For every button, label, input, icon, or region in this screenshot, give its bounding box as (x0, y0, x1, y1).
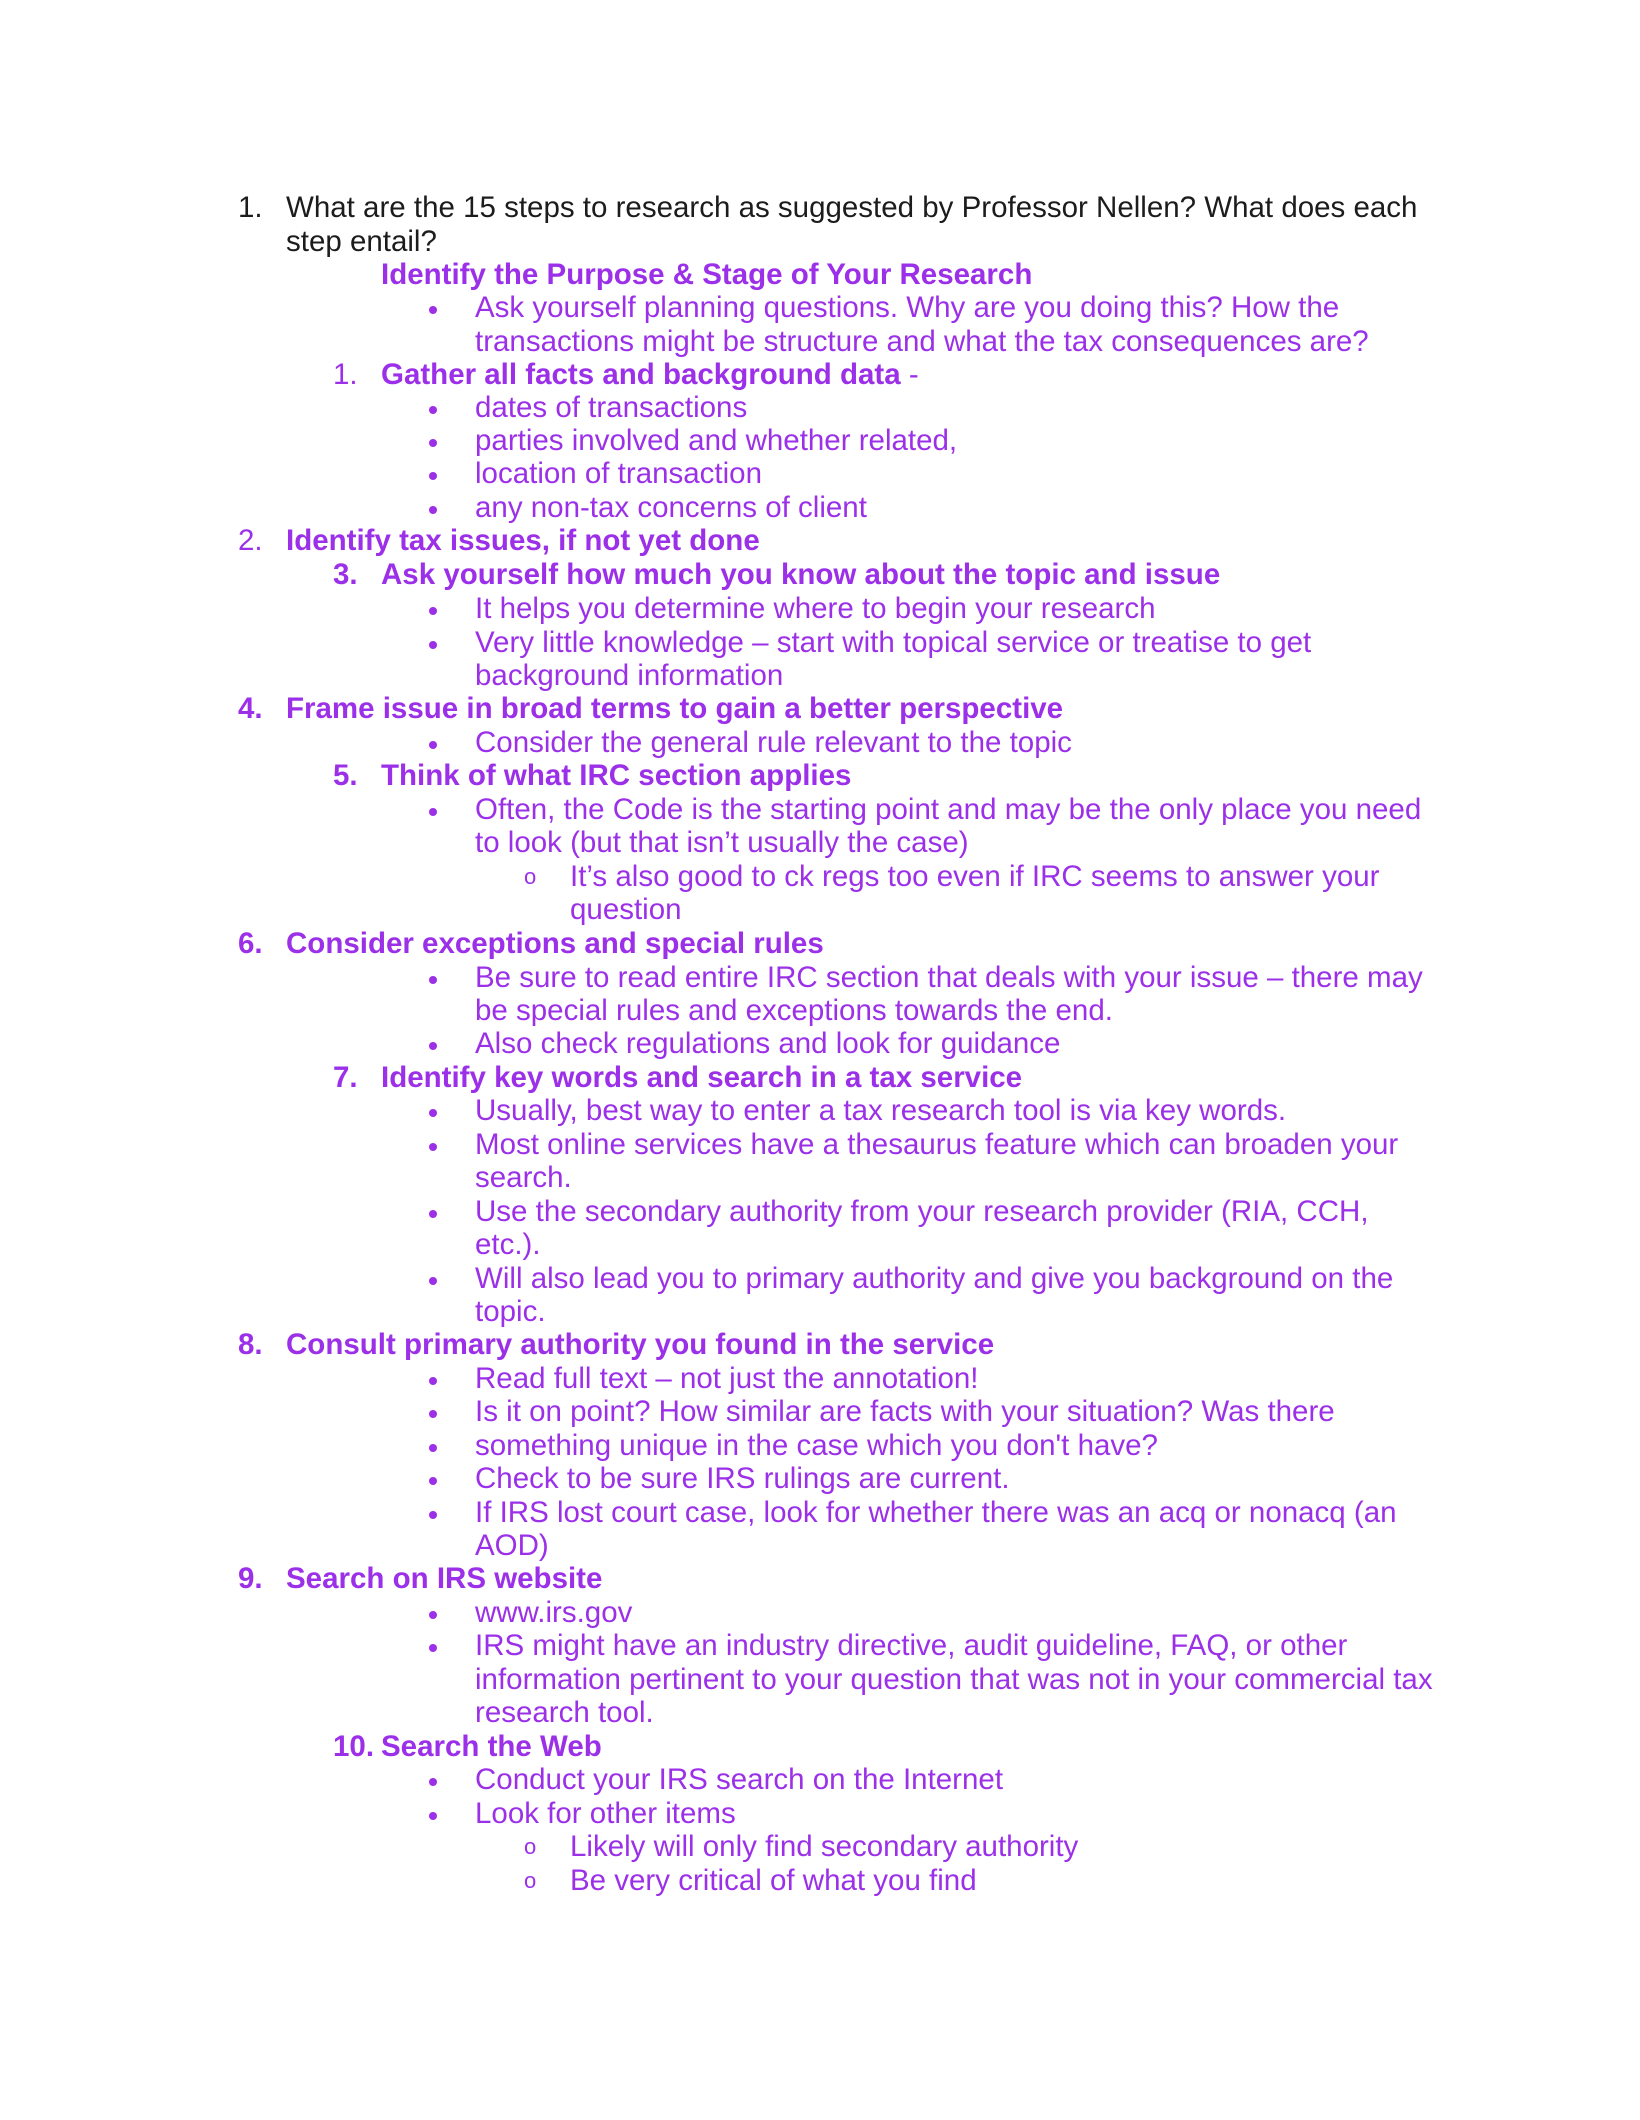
bullet-dot (429, 1778, 437, 1786)
bullet-dot (429, 607, 437, 615)
step-number: 6. (238, 927, 263, 960)
step-heading-keywords: Identify key words and search in a tax service (381, 1061, 1023, 1094)
bullet-dot (429, 641, 437, 649)
bullet-text: location of transaction (475, 457, 762, 490)
bullet-text: Conduct your IRS search on the Internet (475, 1763, 1004, 1796)
bullet-dot (429, 439, 437, 447)
step-heading-tax-issues: Identify tax issues, if not yet done (286, 524, 760, 557)
bullet-dot (429, 976, 437, 984)
bullet-text: Be sure to read entire IRC section that deals with your issue – there may (475, 961, 1423, 994)
step-heading-irc: Think of what IRC section applies (381, 759, 852, 792)
bullet-text: topic. (475, 1295, 546, 1328)
bullet-text: Is it on point? How similar are facts with your situation? Was there (475, 1395, 1335, 1428)
bullet-text: be special rules and exceptions towards the end. (475, 994, 1113, 1027)
step-number: 9. (238, 1562, 263, 1595)
bullet-text: information pertinent to your question that was not in your commercial tax (475, 1663, 1433, 1696)
sub-bullet-circle: o (524, 1834, 537, 1859)
step-number: 4. (238, 692, 263, 725)
bullet-text: background information (475, 659, 784, 692)
bullet-dot (429, 1410, 437, 1418)
sub-bullet-circle: o (524, 1868, 537, 1893)
bullet-text: Most online services have a thesaurus feature which can broaden your (475, 1128, 1399, 1161)
bullet-dot (429, 741, 437, 749)
bullet-text: It helps you determine where to begin your research (475, 592, 1156, 625)
bullet-dot (429, 1377, 437, 1385)
question-text-line-1: What are the 15 steps to research as suggested by Professor Nellen? What does each (286, 191, 1418, 224)
bullet-dot (429, 1143, 437, 1151)
step-heading-gather (381, 358, 919, 392)
bullet-text: AOD) (475, 1529, 549, 1562)
bullet-text: Consider the general rule relevant to the topic (475, 726, 1072, 759)
step-number: 5. (333, 759, 358, 792)
question-text-line-2: step entail? (286, 225, 437, 258)
step-number: 2. (238, 524, 263, 557)
bullet-text: any non-tax concerns of client (475, 491, 867, 524)
bullet-text: Also check regulations and look for guidance (475, 1027, 1061, 1060)
bullet-dot (429, 1444, 437, 1452)
bullet-text: Usually, best way to enter a tax research tool is via key words. (475, 1094, 1287, 1127)
step-heading-purpose: Identify the Purpose & Stage of Your Research (381, 258, 1033, 291)
step-heading-frame: Frame issue in broad terms to gain a better perspective (286, 692, 1064, 725)
step-heading-suffix: - (900, 358, 919, 391)
bullet-text: Use the secondary authority from your research provider (RIA, CCH, (475, 1195, 1369, 1228)
step-number: 10. (333, 1730, 375, 1763)
sub-bullet-circle: o (524, 864, 537, 889)
bullet-text: dates of transactions (475, 391, 748, 424)
bullet-text: research tool. (475, 1696, 654, 1729)
bullet-text: Very little knowledge – start with topical service or treatise to get (475, 626, 1312, 659)
bullet-text: Read full text – not just the annotation! (475, 1362, 979, 1395)
step-number: 7. (333, 1061, 358, 1094)
bullet-text: parties involved and whether related, (475, 424, 958, 457)
sub-bullet-text: Be very critical of what you find (570, 1864, 977, 1897)
bullet-dot (429, 1812, 437, 1820)
bullet-text: search. (475, 1161, 572, 1194)
bullet-text: etc.). (475, 1228, 541, 1261)
sub-bullet-text: question (570, 893, 682, 926)
bullet-text: www.irs.gov (475, 1596, 633, 1629)
bullet-text: Often, the Code is the starting point and may be the only place you need (475, 793, 1422, 826)
bullet-dot (429, 1042, 437, 1050)
bullet-dot (429, 808, 437, 816)
step-number: 1. (333, 358, 358, 391)
sub-bullet-text: Likely will only find secondary authority (570, 1830, 1079, 1863)
bullet-dot (429, 1511, 437, 1519)
bullet-dot (429, 506, 437, 514)
bullet-text: If IRS lost court case, look for whether there was an acq or nonacq (an (475, 1496, 1397, 1529)
bullet-dot (429, 1611, 437, 1619)
step-heading-primary: Consult primary authority you found in the service (286, 1328, 995, 1361)
step-number: 8. (238, 1328, 263, 1361)
bullet-text: Will also lead you to primary authority and give you background on the (475, 1262, 1394, 1295)
bullet-dot (429, 406, 437, 414)
step-heading-know: Ask yourself how much you know about the topic and issue (381, 558, 1221, 591)
step-heading-exceptions: Consider exceptions and special rules (286, 927, 824, 960)
bullet-dot (429, 1109, 437, 1117)
step-heading-text: Gather all facts and background data (381, 358, 901, 391)
question-number: 1. (238, 191, 263, 224)
bullet-dot (429, 306, 437, 314)
step-number: 3. (333, 558, 358, 591)
bullet-dot (429, 472, 437, 480)
bullet-dot (429, 1210, 437, 1218)
sub-bullet-text: It’s also good to ck regs too even if IRC seems to answer your (570, 860, 1380, 893)
bullet-dot (429, 1477, 437, 1485)
bullet-text: Look for other items (475, 1797, 736, 1830)
bullet-text: Check to be sure IRS rulings are current. (475, 1462, 1010, 1495)
bullet-dot (429, 1644, 437, 1652)
step-heading-web: Search the Web (381, 1730, 602, 1763)
bullet-dot (429, 1277, 437, 1285)
bullet-text: Ask yourself planning questions. Why are you doing this? How the (475, 291, 1340, 324)
bullet-text: IRS might have an industry directive, audit guideline, FAQ, or other (475, 1629, 1348, 1662)
bullet-text: to look (but that isn’t usually the case) (475, 826, 969, 859)
step-heading-irs-website: Search on IRS website (286, 1562, 603, 1595)
bullet-text: something unique in the case which you don't have? (475, 1429, 1158, 1462)
bullet-text: transactions might be structure and what the tax consequences are? (475, 325, 1369, 358)
